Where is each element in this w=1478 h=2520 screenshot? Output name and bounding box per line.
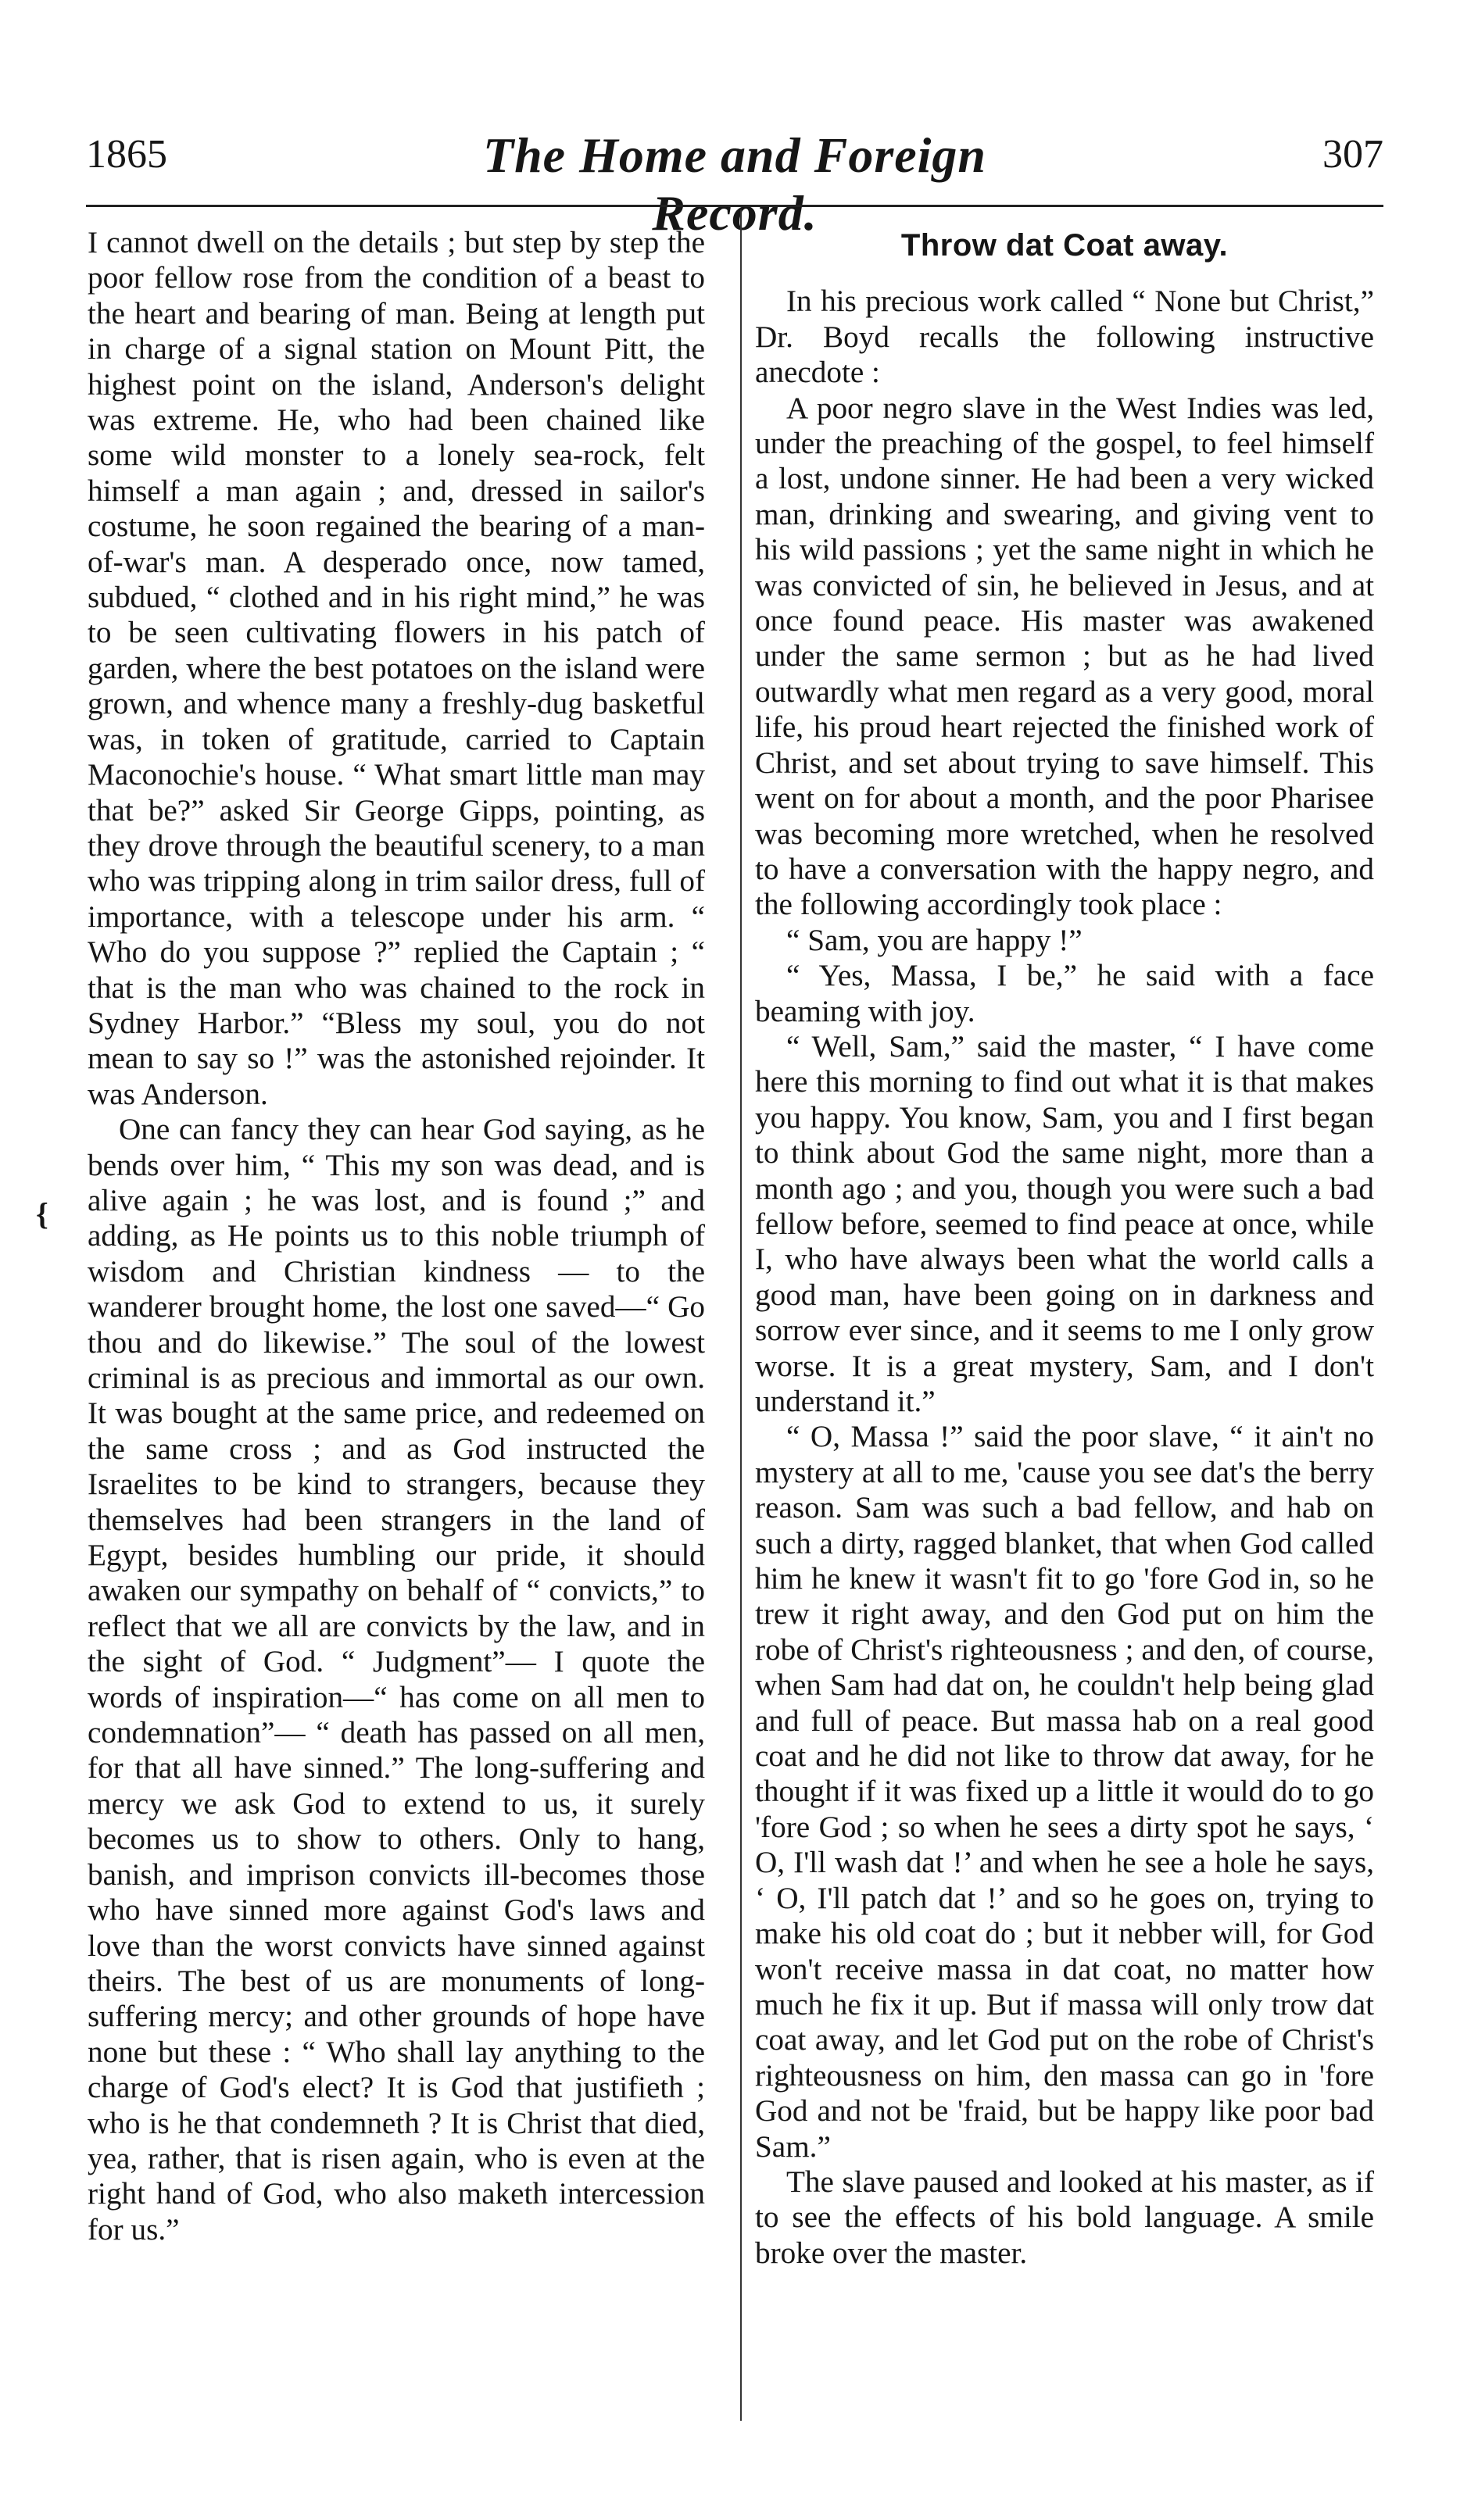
margin-mark: { [36, 1196, 48, 1231]
column-divider [740, 209, 742, 2421]
header-year: 1865 [86, 132, 167, 177]
right-paragraph-1: In his precious work called “ None but Christ,” Dr. Boyd recalls the following instructive anecdote : [755, 284, 1374, 390]
left-paragraph-2: One can fancy they can hear God saying, as he bends over him, “ This my son was dead, and is alive again ; he was lost, and is found ;” and adding, as He points us to this noble triumph of wisdom and Christian kindness — to the wanderer brought home, the lost one saved—“ Go thou and do likewise.” The soul of the lowest criminal is as precious and immortal as our own. It was bought at the same price, and redeemed on the same cross ; and as God instructed the Israelites to be kind to strangers, because they themselves had been strangers in the land of Egypt, besides humbling our pride, it should awaken our sympathy on behalf of “ convicts,” to reflect that we all are convicts by the law, and in the sight of God. “ Judgment”— I quote the words of inspiration—“ has come on all men to condemnation”— “ death has passed on all men, for that all have sinned.” The long-suffering and mercy we ask God to extend to us, it surely becomes us to show to others. Only to hang, banish, and imprison convicts ill-becomes those who have sinned more against God's laws and love than the worst convicts have sinned against theirs. The best of us are monuments of long-suffering mercy; and other grounds of hope have none but these : “ Who shall lay anything to the charge of God's elect? It is God that justifieth ; who is he that condemneth ? It is Christ that died, yea, rather, that is risen again, who is even at the right hand of God, who also maketh intercession for us.” [88, 1113, 705, 2247]
right-paragraph-7: The slave paused and looked at his master, as if to see the effects of his bold language. A smile broke over the master. [755, 2164, 1374, 2270]
left-paragraph-1: I cannot dwell on the details ; but step by step the poor fellow rose from the condition of a beast to the heart and bearing of man. Being at length put in charge of a signal station on Mount Pitt, the highest point on the island, Anderson's delight was extreme. He, who had been chained like some wild monster to a lonely sea-rock, felt himself a man again ; and, dressed in sailor's costume, he soon regained the bearing of a man-of-war's man. A desperado once, now tamed, subdued, “ clothed and in his right mind,” he was to be seen cultivating flowers in his patch of garden, where the best potatoes on the island were grown, and whence many a freshly-dug basketful was, in token of gratitude, carried to Captain Maconochie's house. “ What smart little man may that be?” asked Sir George Gipps, pointing, as they drove through the beautiful scenery, to a man who was tripping along in trim sailor dress, full of importance, with a telescope under his arm. “ Who do you suppose ?” replied the Captain ; “ that is the man who was chained to the rock in Sydney Harbor.” “Bless my soul, you do not mean to say so !” was the astonished rejoinder. It was Anderson. [88, 226, 705, 1111]
right-column [755, 225, 1374, 2271]
right-paragraph-6: “ O, Massa !” said the poor slave, “ it ain't no mystery at all to me, 'cause you see dat's the berry reason. Sam was such a bad fellow, and hab on such a dirty, ragged blanket, that when God called him he knew it wasn't fit to go 'fore God in, so he trew it right away, and den God put on him the robe of Christ's righteousness ; and den, of course, when Sam had dat on, he couldn't help being glad and full of peace. But massa hab on a real good coat and he did not like to throw dat away, for he thought if it was fixed up a little it would do to go 'fore God ; so when he sees a dirty spot he says, ‘ O, I'll wash dat !’ and when he see a hole he says, ‘ O, I'll patch dat !’ and so he goes on, trying to make his old coat do ; but it nebber will, for God won't receive massa in dat coat, no matter how much he fix it up. But if massa will only trow dat coat away, and let God put on the robe of Christ's righteousness on him, den massa can go in 'fore God and not be 'fraid, but be happy like poor bad Sam.” [755, 1420, 1374, 2164]
article-heading: Throw dat Coat away. [900, 228, 1229, 263]
page-number: 307 [1322, 132, 1383, 177]
right-paragraph-2: A poor negro slave in the West Indies was led, under the preaching of the gospel, to feel himself a lost, undone sinner. He had been a very wicked man, drinking and swearing, and giving vent to his wild passions ; yet the same night in which he was convicted of sin, he believed in Jesus, and at once found peace. His master was awakened under the same sermon ; but as he had lived outwardly what men regard as a very good, moral life, his proud heart rejected the finished work of Christ, and set about trying to save himself. This went on for about a month, and the poor Pharisee was becoming more wretched, when he resolved to have a conversation with the happy negro, and the following accordingly took place : [755, 391, 1374, 922]
header-rule [86, 205, 1383, 207]
left-column [88, 225, 705, 2247]
page-header [86, 127, 1383, 241]
right-paragraph-3: “ Sam, you are happy !” [786, 923, 1083, 957]
right-paragraph-4: “ Yes, Massa, I be,” he said with a face beaming with joy. [755, 959, 1374, 1028]
right-paragraph-5: “ Well, Sam,” said the master, “ I have come here this morning to find out what it is that makes you happy. You know, Sam, you and I first began to think about God the same night, more than a month ago ; and you, though you were such a bad fellow before, seemed to find peace at once, while I, who have always been what the world calls a good man, have been going on in darkness and sorrow ever since, and it seems to me I only grow worse. It is a great mystery, Sam, and I don't understand it.” [755, 1029, 1374, 1418]
journal-title: The Home and Foreign Record. [482, 127, 987, 241]
